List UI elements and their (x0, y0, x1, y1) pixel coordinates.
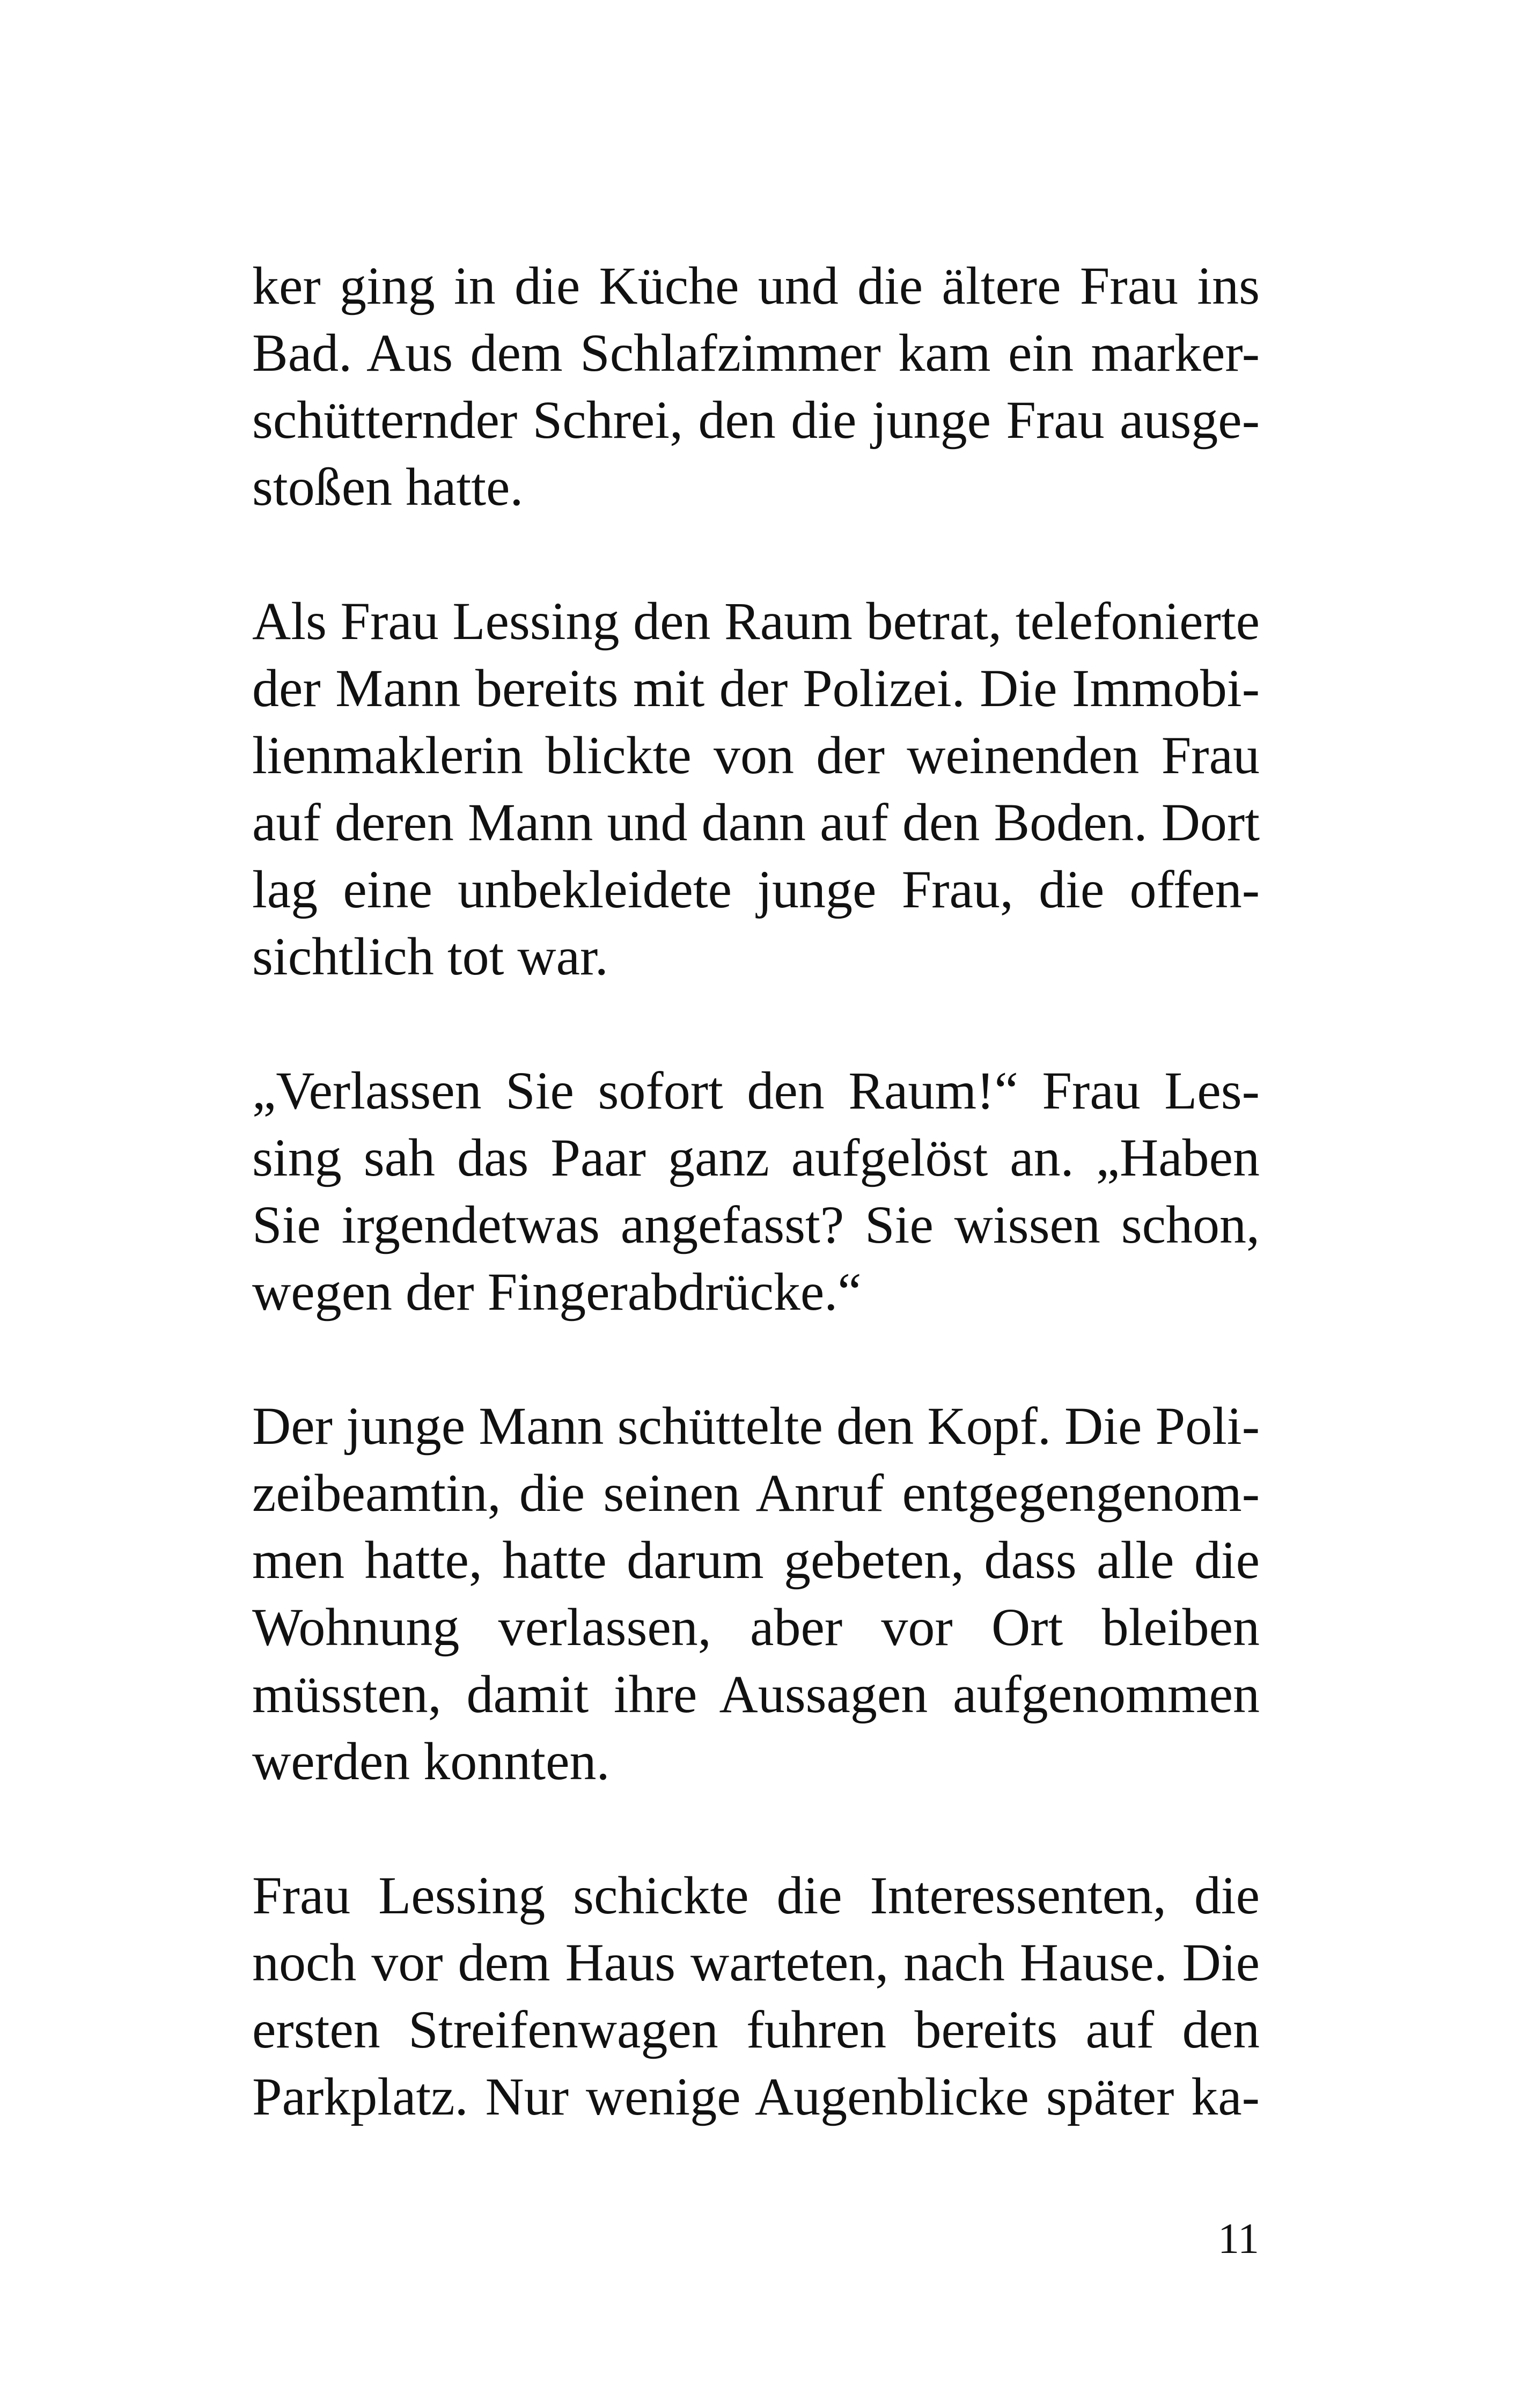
paragraph (252, 1862, 1260, 2130)
paragraph (252, 1057, 1260, 1325)
paragraph-gap (252, 1325, 1260, 1392)
text-line: Parkplatz. Nur wenige Augenblicke später ka- (252, 2067, 1260, 2126)
text-line: Sie irgendetwas angefasst? Sie wissen schon, (252, 1195, 1260, 1254)
text-line: müssten, damit ihre Aussagen aufgenommen (252, 1664, 1260, 1724)
text-line: Wohnung verlassen, aber vor Ort bleiben (252, 1597, 1260, 1657)
page-body (252, 252, 1260, 2130)
text-line: sing sah das Paar ganz aufgelöst an. „Haben (252, 1128, 1260, 1187)
page-number: 11 (1217, 2215, 1259, 2263)
text-line: lienmaklerin blickte von der weinenden Frau (252, 725, 1260, 785)
text-line: men hatte, hatte darum gebeten, dass alle die (252, 1530, 1260, 1590)
text-line: Als Frau Lessing den Raum betrat, telefonierte (252, 591, 1260, 651)
text-line: ersten Streifenwagen fuhren bereits auf den (252, 2000, 1260, 2059)
text-line: ker ging in die Küche und die ältere Frau ins (252, 256, 1260, 315)
paragraph (252, 588, 1260, 990)
text-line: schütternder Schrei, den die junge Frau ausge- (252, 390, 1260, 450)
text-line: zeibeamtin, die seinen Anruf entgegengenom- (252, 1463, 1260, 1523)
text-line: stoßen hatte. (252, 457, 524, 517)
text-line: auf deren Mann und dann auf den Boden. Dort (252, 792, 1260, 852)
text-line: lag eine unbekleidete junge Frau, die offen- (252, 860, 1260, 919)
paragraph-gap (252, 990, 1260, 1057)
text-line: Frau Lessing schickte die Interessenten, die (252, 1866, 1260, 1925)
paragraph (252, 252, 1260, 520)
text-line: „Verlassen Sie sofort den Raum!“ Frau Les- (252, 1061, 1260, 1120)
text-line: noch vor dem Haus warteten, nach Hause. Die (252, 1933, 1260, 1992)
text-line: wegen der Fingerabdrücke.“ (252, 1262, 862, 1322)
paragraph (252, 1392, 1260, 1795)
text-line: sichtlich tot war. (252, 927, 608, 986)
paragraph-gap (252, 1795, 1260, 1862)
text-line: werden konnten. (252, 1731, 610, 1791)
text-line: der Mann bereits mit der Polizei. Die Immobi- (252, 658, 1260, 718)
text-line: Der junge Mann schüttelte den Kopf. Die Poli- (252, 1396, 1260, 1456)
paragraph-gap (252, 520, 1260, 588)
text-line: Bad. Aus dem Schlafzimmer kam ein marker- (252, 323, 1260, 383)
